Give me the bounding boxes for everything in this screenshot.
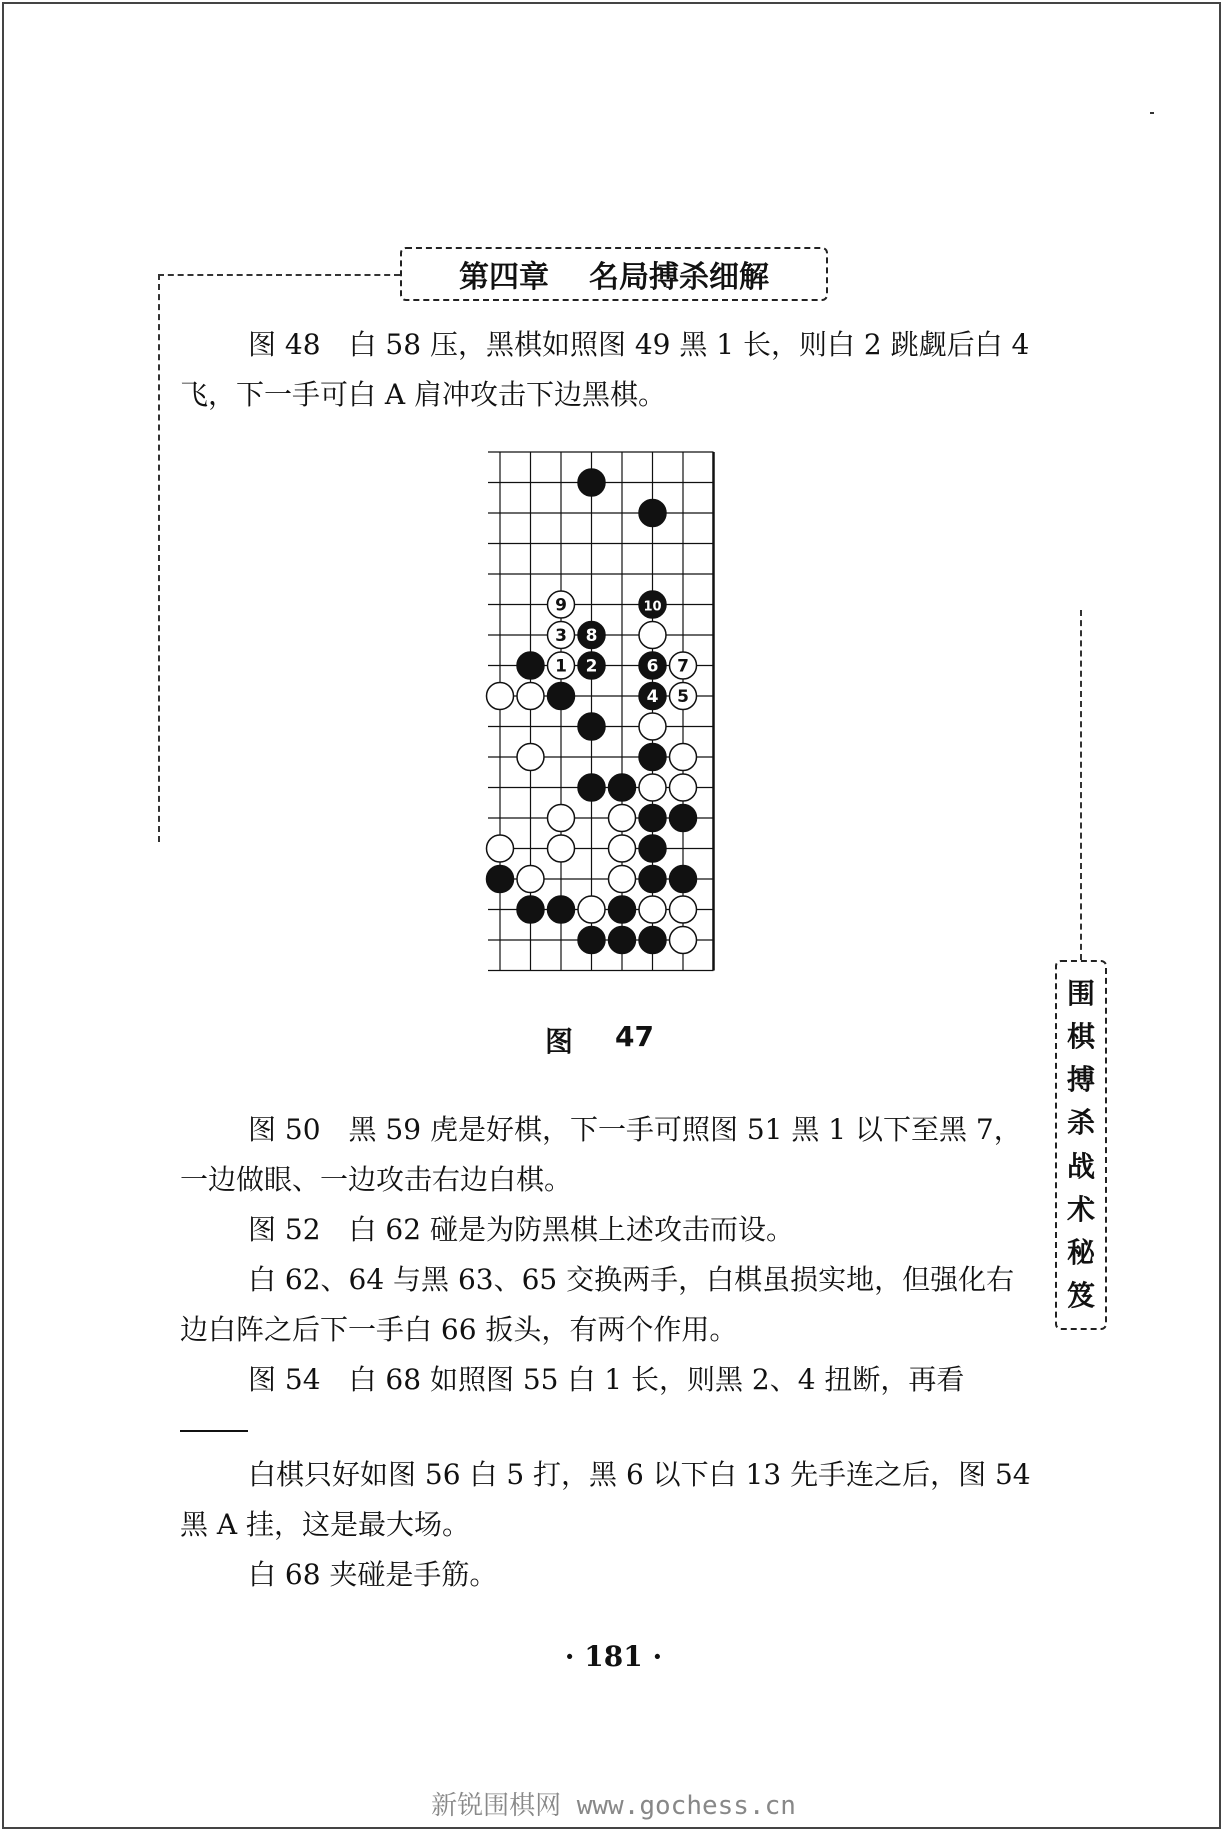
- right-dash-line: [1080, 610, 1082, 960]
- black-stone: [670, 805, 697, 832]
- black-stone: [578, 774, 605, 801]
- header-dash-line: [158, 274, 400, 276]
- black-stone: [639, 866, 666, 893]
- side-title-char: 战: [1066, 1149, 1095, 1183]
- side-title-char: 秘: [1066, 1236, 1095, 1270]
- stone-move-number: 2: [585, 656, 598, 677]
- black-stone: [670, 866, 697, 893]
- stone-move-number: 9: [555, 595, 567, 616]
- go-board-diagram: [480, 440, 720, 990]
- side-title-char: 杀: [1066, 1106, 1095, 1140]
- white-stone: [517, 683, 544, 710]
- black-stone: [578, 927, 605, 954]
- white-stone: [639, 774, 666, 801]
- stone-move-number: 7: [677, 656, 689, 677]
- white-stone: [639, 622, 666, 649]
- figure-number: 47: [615, 1020, 654, 1053]
- white-stone: [578, 896, 605, 923]
- black-stone: [639, 805, 666, 832]
- black-stone: [639, 744, 666, 771]
- white-stone: [670, 774, 697, 801]
- paragraph-6: 白棋只好如图 56 白 5 打，黑 6 以下白 13 先手连之后，图 54 黑 A 挂，这是最大场。: [180, 1458, 1031, 1541]
- watermark: 新锐围棋网 www.gochess.cn: [431, 1791, 796, 1821]
- stone-move-number: 6: [646, 656, 659, 677]
- black-stone: [578, 713, 605, 740]
- black-stone: [578, 469, 605, 496]
- black-stone: [609, 896, 636, 923]
- black-stone: [548, 683, 575, 710]
- black-stone: [517, 652, 544, 679]
- white-stone: [548, 835, 575, 862]
- stone-move-number: 4: [646, 687, 659, 707]
- side-title-char: 笈: [1066, 1279, 1095, 1313]
- paragraph-4: 白 62、64 与黑 63、65 交换两手，白棋虽损实地，但强化右边白阵之后下一手白 66 扳头，有两个作用。: [180, 1263, 1015, 1346]
- white-stone: [609, 866, 636, 893]
- side-book-title: [1055, 960, 1107, 1330]
- white-stone: [517, 866, 544, 893]
- white-stone: [639, 896, 666, 923]
- black-stone: [639, 500, 666, 527]
- paragraph-5: 图 54 白 68 如照图 55 白 1 长，则黑 2、4 扭断，再看: [248, 1363, 965, 1396]
- black-stone: [487, 866, 514, 893]
- white-stone: [548, 805, 575, 832]
- black-stone: [639, 927, 666, 954]
- black-stone: [548, 896, 575, 923]
- paragraph-2: 图 50 黑 59 虎是好棋，下一手可照图 51 黑 1 以下至黑 7，一边做眼、一边攻击右边白棋。: [180, 1113, 1022, 1196]
- stone-move-number: 10: [643, 599, 662, 615]
- stone-move-number: 8: [585, 626, 598, 646]
- white-stone: [609, 805, 636, 832]
- side-title-char: 术: [1066, 1192, 1095, 1226]
- chapter-header: [400, 247, 828, 301]
- figure-label: 图: [545, 1025, 574, 1058]
- white-stone: [639, 713, 666, 740]
- stone-move-number: 1: [555, 656, 567, 677]
- paragraph-1: 图 48 白 58 压，黑棋如照图 49 黑 1 长，则白 2 跳觑后白 4 飞，下一手可白 A 肩冲攻击下边黑棋。: [180, 328, 1030, 411]
- stone-move-number: 3: [555, 626, 567, 646]
- side-title-char: 棋: [1066, 1019, 1095, 1053]
- page-number: · 181 ·: [564, 1640, 663, 1673]
- stone-move-number: 5: [677, 687, 689, 707]
- white-stone: [609, 835, 636, 862]
- black-stone: [517, 896, 544, 923]
- black-stone: [639, 835, 666, 862]
- white-stone: [670, 744, 697, 771]
- white-stone: [670, 927, 697, 954]
- left-dash-line: [158, 274, 160, 842]
- paragraph-3: 图 52 白 62 碰是为防黑棋上述攻击而设。: [248, 1213, 794, 1246]
- scan-mark: [1150, 112, 1154, 114]
- white-stone: [487, 683, 514, 710]
- paragraph-7: 白 68 夹碰是手筋。: [248, 1558, 498, 1591]
- white-stone: [487, 835, 514, 862]
- figure-caption: [545, 1020, 654, 1060]
- chapter-title: 名局搏杀细解: [589, 260, 769, 295]
- dash-separator: [180, 1430, 248, 1432]
- side-title-char: 搏: [1066, 1063, 1095, 1097]
- side-title-char: 围: [1066, 976, 1095, 1010]
- white-stone: [670, 896, 697, 923]
- black-stone: [609, 774, 636, 801]
- chapter-number: 第四章: [459, 260, 549, 295]
- black-stone: [609, 927, 636, 954]
- white-stone: [517, 744, 544, 771]
